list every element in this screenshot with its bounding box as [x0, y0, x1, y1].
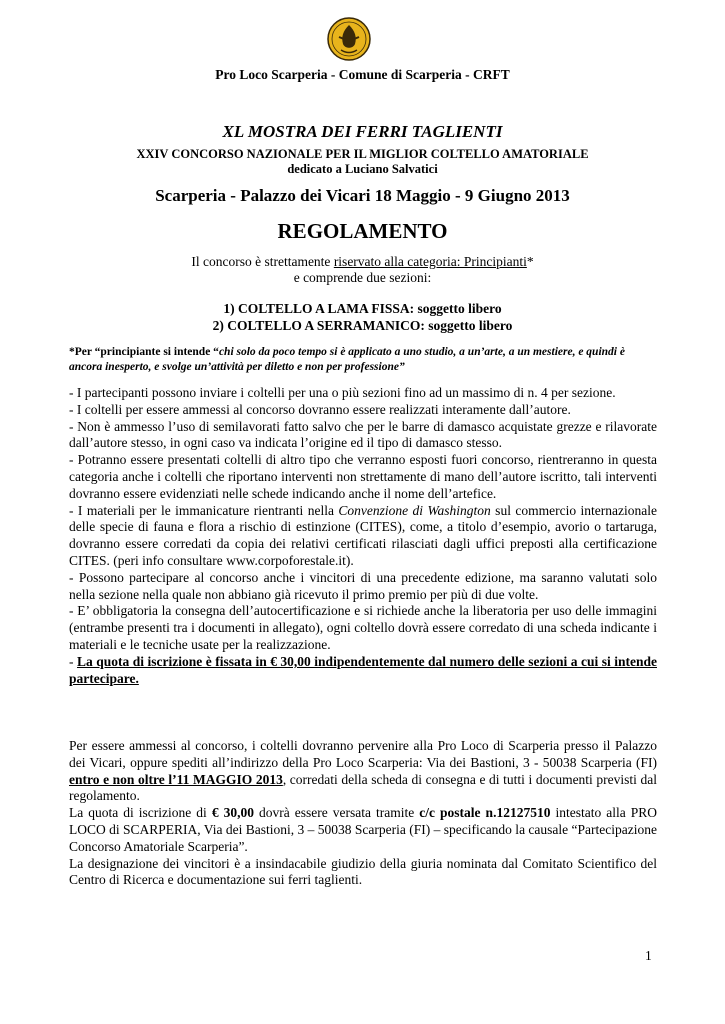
- rule-item: [69, 654, 657, 688]
- dedication: dedicato a Luciano Salvatici: [287, 162, 438, 176]
- section-item: 1) COLTELLO A LAMA FISSA: soggetto libero: [223, 301, 502, 316]
- payment-b: dovrà essere versata tramite: [253, 805, 420, 821]
- contest-title: XXIV CONCORSO NAZIONALE PER IL MIGLIOR COLTELLO AMATORIALE: [136, 147, 589, 161]
- payment-amount: € 30,00: [211, 805, 254, 821]
- admission-post: , corredati della scheda di consegna e di tutti i documenti previsti dal regolamento.: [69, 771, 657, 804]
- payment-c: intestato alla PRO LOCO di SCARPERIA, Via dei Bastioni, 3 – 50038 Scarperia (FI) – specificando la causale “Partecipazione Concorso Amatoriale Scarperia”.: [69, 805, 658, 854]
- deadline: entro e non oltre l’11 MAGGIO 2013: [69, 771, 283, 787]
- intro-line-2: e comprende due sezioni:: [293, 270, 432, 285]
- rule-item: - I coltelli per essere ammessi al concorso dovranno essere realizzati interamente dall’autore.: [69, 401, 571, 417]
- postal-account: c/c postale n.12127510: [419, 805, 551, 821]
- sections-list: [0, 300, 725, 334]
- jury-paragraph: La designazione dei vincitori è a insindacabile giudizio della giuria nominata dal Comitato Scientifico del Centro di Ricerca e documentazione sui ferri taglienti.: [69, 855, 657, 888]
- page-number: 1: [645, 948, 652, 963]
- admission-pre: Per essere ammessi al concorso, i coltelli dovranno pervenire alla Pro Loco di Scarperia presso il Palazzo dei Vicari, oppure spediti all’indirizzo della Pro Loco Scarperia: Via dei Bastioni, 3 - 50038 Scarperia (FI): [69, 738, 657, 770]
- payment-paragraph: [69, 805, 657, 855]
- beginner-footnote: [69, 345, 657, 374]
- coat-of-arms-logo: [327, 17, 371, 61]
- fee-notice: La quota di iscrizione è fissata in € 30,00 indipendentemente dal numero delle sezioni a cui si intende partecipare.: [69, 653, 657, 686]
- venue-dates: Scarperia - Palazzo dei Vicari 18 Maggio - 9 Giugno 2013: [155, 186, 570, 205]
- rule-8-dash: -: [69, 653, 77, 669]
- footnote-lead: *Per “principiante si intende “: [69, 346, 219, 358]
- rule-item: - Non è ammesso l’uso di semilavorati fatto salvo che per le barre di damasco acquistate grezze e rilavorate dall’autore stesso, in ogni caso va indicata l’origine ed il tipo di damasco stesso.: [69, 418, 657, 451]
- footnote-quote: chi solo da poco tempo si è applicato a uno studio, a un’arte, a un mestiere, e quindi è ancora inesperto, e svolge un’attività per diletto e non per professione”: [69, 346, 625, 373]
- rule-item: - I partecipanti possono inviare i coltelli per una o più sezioni fino ad un massimo di n. 4 per sezione.: [69, 385, 616, 400]
- exhibition-title: XL MOSTRA DEI FERRI TAGLIENTI: [222, 122, 503, 141]
- intro-line-1: [0, 254, 725, 270]
- admission-block: [69, 738, 657, 889]
- rule-item: - E’ obbligatoria la consegna dell’autocertificazione e si richiede anche la liberatoria per uso delle immagini (entrambe presenti tra i documenti in allegato), ogni coltello dovrà essere corredato di una scheda indicante i materiali e le tecniche usate per la realizzazione.: [69, 603, 657, 652]
- rule-item: - Possono partecipare al concorso anche i vincitori di una precedente edizione, ma saranno valutati solo nella sezione nella quale non abbiano già ricevuto il primo premio per più di due volte.: [69, 569, 657, 602]
- rule-item: [69, 503, 657, 570]
- rule-5-post: sul commercio internazionale delle specie di fauna e flora a rischio di estinzione (CITES), come, a titolo d’esempio, avorio o tartaruga, dovranno essere corredati da copia dei relativi certificati rilasciati dagli uffici preposti alla certificazione CITES. (peri info consultare www.corpoforestale.it).: [69, 502, 657, 568]
- rule-item: - Potranno essere presentati coltelli di altro tipo che verranno esposti fuori concorso, rientreranno in questa categoria anche i coltelli che riportano interventi non strettamente di mano dell’autore iscritto, tali interventi dovranno essere evidenziati nelle schede indicando anche il nome dell’artefice.: [69, 452, 657, 501]
- intro-asterisk: *: [526, 254, 534, 269]
- rule-5-convention: Convenzione di Washington: [338, 502, 491, 518]
- intro-pre: Il concorso è strettamente: [191, 254, 334, 269]
- regolamento-heading: REGOLAMENTO: [277, 219, 448, 243]
- rule-5-pre: - I materiali per le immanicature rientranti nella: [69, 502, 339, 518]
- section-item: 2) COLTELLO A SERRAMANICO: soggetto libero: [212, 318, 513, 333]
- rules-block: [69, 385, 657, 687]
- admission-paragraph: [69, 738, 657, 805]
- payment-a: La quota di iscrizione di: [69, 805, 212, 821]
- organizers-line: Pro Loco Scarperia - Comune di Scarperia - CRFT: [215, 67, 510, 82]
- intro-category: riservato alla categoria: Principianti: [333, 254, 527, 269]
